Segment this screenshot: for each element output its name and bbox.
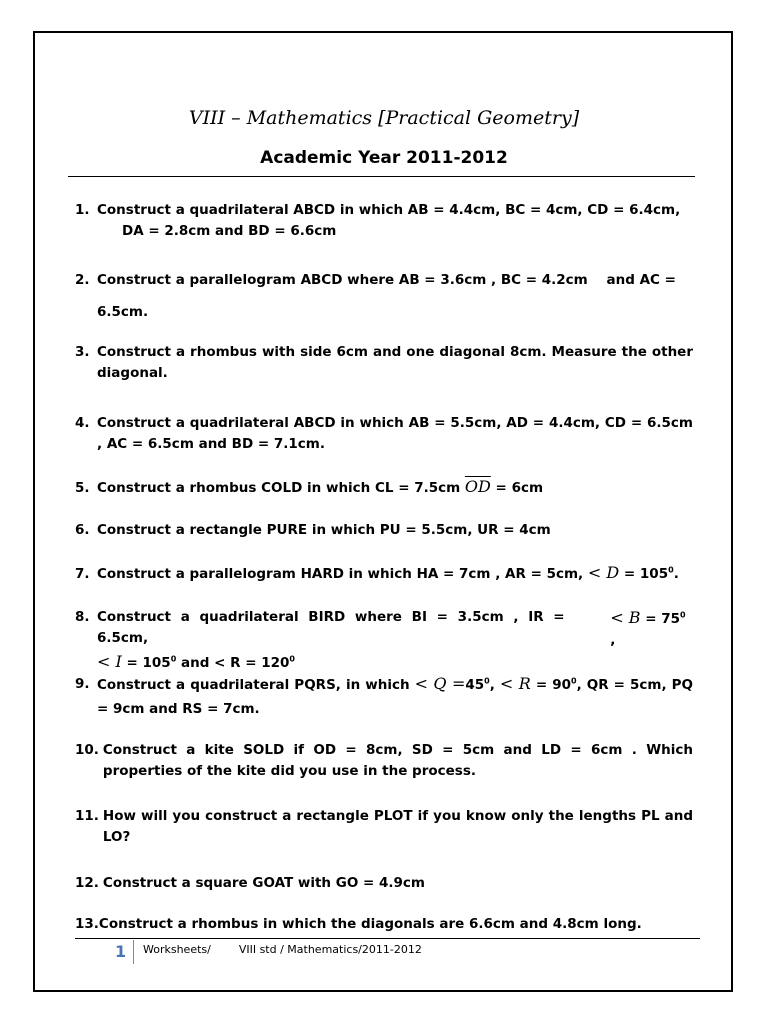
question-text-end: . <box>673 566 679 582</box>
angle-i: < I <box>97 652 122 671</box>
page-title: VIII – Mathematics [Practical Geometry] <box>188 107 580 129</box>
angle-r-text: and < R = 120 <box>176 655 290 671</box>
angle-i-value: = 105 <box>121 655 171 671</box>
question-text: Construct a rectangle PURE in which PU = 5.5cm, UR = 4cm <box>97 522 551 538</box>
angle-q-value: 45 <box>465 677 485 693</box>
question-number: 6. <box>75 522 90 538</box>
question-text: Construct a rhombus with side 6cm and one diagonal 8cm. Measure the other diagonal. <box>97 344 693 381</box>
question-number: 11. <box>75 808 99 824</box>
footer-divider <box>75 938 700 939</box>
page-footer <box>75 940 700 964</box>
question-11 <box>75 806 693 848</box>
page-subtitle: Academic Year 2011-2012 <box>260 148 508 168</box>
question-7 <box>75 562 693 585</box>
question-text: Construct a rhombus COLD in which CL = 7.5cm <box>97 480 465 496</box>
question-text: Construct a square GOAT with GO = 4.9cm <box>102 875 425 891</box>
angle-b: < B <box>610 608 641 627</box>
question-text-a: Construct a quadrilateral BIRD where BI = 3.5cm , IR = 6.5cm, <box>97 609 565 646</box>
question-8 <box>75 607 693 674</box>
footer-text: Worksheets/ VIII std / Mathematics/2011-2012 <box>143 943 422 956</box>
question-text: Construct a rhombus in which the diagonals are 6.6cm and 4.8cm long. <box>98 916 642 932</box>
degree-mark: 0 <box>170 654 177 664</box>
question-text <box>97 607 610 651</box>
question-text: How will you construct a rectangle PLOT if you know only the lengths PL and LO? <box>102 808 693 845</box>
question-text-continued: DA = 2.8cm and BD = 6.6cm <box>122 223 337 239</box>
question-text: Construct a parallelogram HARD in which HA = 7cm , AR = 5cm, <box>97 566 588 582</box>
question-number: 3. <box>75 344 90 360</box>
question-4 <box>75 413 693 455</box>
question-10 <box>75 740 693 782</box>
page-number: 1 <box>115 942 127 961</box>
angle-b-group <box>610 607 693 651</box>
question-2 <box>75 264 693 328</box>
question-text: Construct a quadrilateral ABCD in which AB = 5.5cm, AD = 4.4cm, CD = 6.5cm , AC = 6.5cm and BD = 7.1cm. <box>97 415 693 452</box>
angle-q: < Q = <box>414 674 466 693</box>
angle-b-value: = 75 <box>640 611 681 627</box>
question-number: 12. <box>75 875 99 891</box>
question-1 <box>75 200 693 242</box>
question-5 <box>75 476 693 499</box>
question-number: 10. <box>75 742 99 758</box>
degree-mark: 0 <box>570 676 577 686</box>
degree-mark: 0 <box>484 676 490 686</box>
footer-separator <box>133 940 134 964</box>
question-text: Construct a parallelogram ABCD where AB = 3.6cm , BC = 4.2cm and AC = <box>97 272 676 288</box>
question-text-continued: 6.5cm. <box>97 304 149 320</box>
question-9 <box>75 672 693 721</box>
segment-od: $\overline{OD}$ <box>464 477 491 496</box>
question-text: Construct a quadrilateral ABCD in which AB = 4.4cm, BC = 4cm, CD = 6.4cm, <box>97 202 681 218</box>
question-13 <box>75 914 693 935</box>
angle-value: = 105 <box>619 566 669 582</box>
question-6 <box>75 520 693 541</box>
question-number: 13. <box>75 916 99 932</box>
degree-mark: 0 <box>668 565 674 575</box>
question-text-comma: , <box>489 677 500 693</box>
question-text-a: Construct a quadrilateral PQRS, in which <box>97 677 415 693</box>
angle-r: < R <box>499 674 531 693</box>
question-3 <box>75 342 693 384</box>
question-text-end: , QR = 5cm, PQ = 9cm and RS = 7cm. <box>97 677 693 717</box>
angle-d: < D <box>587 563 620 582</box>
question-text-end: = 6cm <box>490 480 544 496</box>
angle-r-value: = 90 <box>530 677 571 693</box>
question-number: 9. <box>75 676 90 692</box>
question-number: 2. <box>75 272 90 288</box>
question-text <box>97 672 693 721</box>
degree-mark: 0 <box>289 654 295 664</box>
question-number: 7. <box>75 566 90 582</box>
question-number: 1. <box>75 202 90 218</box>
question-number: 8. <box>75 609 90 625</box>
question-12 <box>75 873 693 894</box>
question-number: 4. <box>75 415 90 431</box>
degree-mark: 0 <box>680 610 686 620</box>
question-number: 5. <box>75 480 90 496</box>
question-text: Construct a kite SOLD if OD = 8cm, SD = 5cm and LD = 6cm . Which properties of the kite did you use in the process. <box>102 742 693 779</box>
question-text-comma: , <box>610 632 616 648</box>
header-divider <box>68 176 695 177</box>
